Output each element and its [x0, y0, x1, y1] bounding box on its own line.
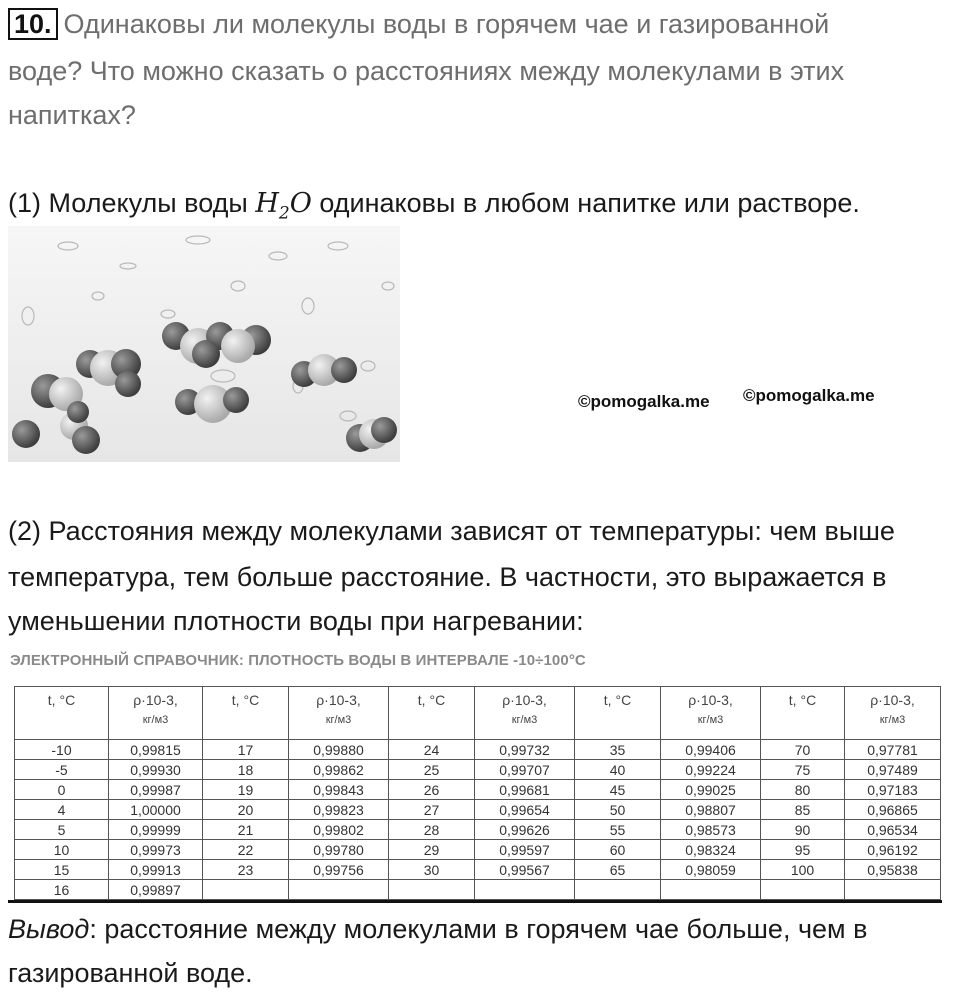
- table-cell: 22: [203, 840, 289, 860]
- answer-1-after: одинаковы в любом напитке или растворе.: [311, 188, 860, 218]
- table-row: [15, 880, 941, 900]
- table-cell: 0,99025: [661, 780, 761, 800]
- table-cell: 0,99802: [289, 820, 389, 840]
- question-line-2: воде? Что можно сказать о расстояниях между молекулами в этих: [8, 56, 845, 86]
- table-cell: 0,99815: [109, 740, 203, 760]
- header-rho: ρ·10-3, кг/м3: [109, 687, 203, 740]
- table-cell: 1,00000: [109, 800, 203, 820]
- table-cell: 0,99626: [475, 820, 575, 840]
- table-cell: 28: [389, 820, 475, 840]
- table-cell: 35: [575, 740, 661, 760]
- table-row: [15, 780, 941, 800]
- table-cell: 16: [15, 880, 109, 900]
- conclusion-label: Вывод: [8, 914, 90, 944]
- header-t: t, °C: [761, 687, 845, 740]
- table-cell: 0,99654: [475, 800, 575, 820]
- table-cell: 0,98324: [661, 840, 761, 860]
- table-cell: [389, 880, 475, 900]
- question-line-1: [8, 8, 829, 40]
- header-rho: ρ·10-3, кг/м3: [475, 687, 575, 740]
- table-cell: 18: [203, 760, 289, 780]
- table-cell: 0,97183: [845, 780, 941, 800]
- watermark-1: ©pomogalka.me: [578, 392, 710, 411]
- answer-2-line-1: (2) Расстояния между молекулами зависят от температуры: чем выше: [8, 516, 895, 546]
- table-cell: 0,99756: [289, 860, 389, 880]
- table-cell: 0,99224: [661, 760, 761, 780]
- table-cell: [661, 880, 761, 900]
- table-row: [15, 740, 941, 760]
- table-cell: 0,99897: [109, 880, 203, 900]
- table-cell: 0,99567: [475, 860, 575, 880]
- table-cell: 24: [389, 740, 475, 760]
- formula-sub: 2: [278, 203, 290, 224]
- table-cell: 0,98573: [661, 820, 761, 840]
- table-cell: 55: [575, 820, 661, 840]
- conclusion-text: : расстояние между молекулами в горячем чае больше, чем в: [89, 914, 868, 944]
- table-cell: 70: [761, 740, 845, 760]
- table-title: ЭЛЕКТРОННЫЙ СПРАВОЧНИК: ПЛОТНОСТЬ ВОДЫ В ИНТЕРВАЛЕ -10÷100°С: [10, 652, 586, 669]
- table-cell: 0,99913: [109, 860, 203, 880]
- header-t: t, °C: [203, 687, 289, 740]
- header-rho: ρ·10-3, кг/м3: [289, 687, 389, 740]
- table-cell: 0,97781: [845, 740, 941, 760]
- table-cell: 0,96192: [845, 840, 941, 860]
- formula-h: H: [255, 188, 279, 219]
- table-cell: [289, 880, 389, 900]
- table-cell: 0,97489: [845, 760, 941, 780]
- table-body: [15, 740, 941, 900]
- table-cell: 0,99843: [289, 780, 389, 800]
- header-t: t, °C: [575, 687, 661, 740]
- answer-2-line-2: температура, тем больше расстояние. В частности, это выражается в: [8, 562, 887, 592]
- table-cell: 100: [761, 860, 845, 880]
- table-cell: [203, 880, 289, 900]
- density-table: [14, 686, 941, 900]
- answer-2-line-3: уменьшении плотности воды при нагревании:: [8, 606, 584, 636]
- table-cell: 25: [389, 760, 475, 780]
- water-molecules-image: [8, 226, 400, 462]
- table-cell: 0,96534: [845, 820, 941, 840]
- answer-1-before: (1) Молекулы воды: [8, 188, 256, 218]
- formula-o: O: [289, 188, 312, 219]
- table-cell: [475, 880, 575, 900]
- table-cell: 0,95838: [845, 860, 941, 880]
- table-cell: 0,99862: [289, 760, 389, 780]
- table-cell: 50: [575, 800, 661, 820]
- table-cell: 0,99973: [109, 840, 203, 860]
- table-cell: 15: [15, 860, 109, 880]
- table-cell: [845, 880, 941, 900]
- table-cell: -10: [15, 740, 109, 760]
- table-cell: 0,99681: [475, 780, 575, 800]
- conclusion-line-2: газированной воде.: [8, 958, 253, 988]
- table-cell: -5: [15, 760, 109, 780]
- table-cell: 27: [389, 800, 475, 820]
- table-row: [15, 860, 941, 880]
- table-cell: 0,99930: [109, 760, 203, 780]
- header-t: t, °C: [389, 687, 475, 740]
- table-cell: 80: [761, 780, 845, 800]
- table-cell: 17: [203, 740, 289, 760]
- table-cell: 95: [761, 840, 845, 860]
- table-cell: 0,96865: [845, 800, 941, 820]
- table-row: [15, 820, 941, 840]
- table-cell: 0,99987: [109, 780, 203, 800]
- header-t: t, °C: [15, 687, 109, 740]
- table-header-row: [15, 687, 941, 740]
- header-rho: ρ·10-3, кг/м3: [845, 687, 941, 740]
- table-cell: 30: [389, 860, 475, 880]
- table-cell: 29: [389, 840, 475, 860]
- table-cell: 75: [761, 760, 845, 780]
- table-row: [15, 760, 941, 780]
- conclusion-line-1: [8, 914, 867, 945]
- table-cell: 0,99732: [475, 740, 575, 760]
- table-cell: 0,99406: [661, 740, 761, 760]
- water-formula: [255, 188, 312, 224]
- table-row: [15, 800, 941, 820]
- table-cell: [575, 880, 661, 900]
- answer-1: [8, 188, 860, 223]
- table-cell: 0,99880: [289, 740, 389, 760]
- table-cell: 0,98059: [661, 860, 761, 880]
- table-cell: 0,99780: [289, 840, 389, 860]
- table-cell: 0,99999: [109, 820, 203, 840]
- table-row: [15, 840, 941, 860]
- table-cell: 21: [203, 820, 289, 840]
- table-cell: 0,98807: [661, 800, 761, 820]
- table-cell: 45: [575, 780, 661, 800]
- table-cell: 4: [15, 800, 109, 820]
- table-bottom-rule: [8, 900, 942, 903]
- table-cell: 19: [203, 780, 289, 800]
- table-cell: 40: [575, 760, 661, 780]
- table-cell: [761, 880, 845, 900]
- table-cell: 90: [761, 820, 845, 840]
- question-line-3: напитках?: [8, 100, 136, 130]
- table-cell: 60: [575, 840, 661, 860]
- header-rho: ρ·10-3, кг/м3: [661, 687, 761, 740]
- watermark-2: ©pomogalka.me: [743, 386, 875, 405]
- question-number: 10.: [8, 8, 58, 40]
- table-cell: 5: [15, 820, 109, 840]
- table-cell: 65: [575, 860, 661, 880]
- table-cell: 0,99597: [475, 840, 575, 860]
- table-cell: 26: [389, 780, 475, 800]
- table-cell: 85: [761, 800, 845, 820]
- table-cell: 0,99823: [289, 800, 389, 820]
- table-cell: 10: [15, 840, 109, 860]
- table-cell: 20: [203, 800, 289, 820]
- table-cell: 0: [15, 780, 109, 800]
- table-cell: 0,99707: [475, 760, 575, 780]
- table-cell: 23: [203, 860, 289, 880]
- question-text-1: Одинаковы ли молекулы воды в горячем чае и газированной: [63, 9, 830, 39]
